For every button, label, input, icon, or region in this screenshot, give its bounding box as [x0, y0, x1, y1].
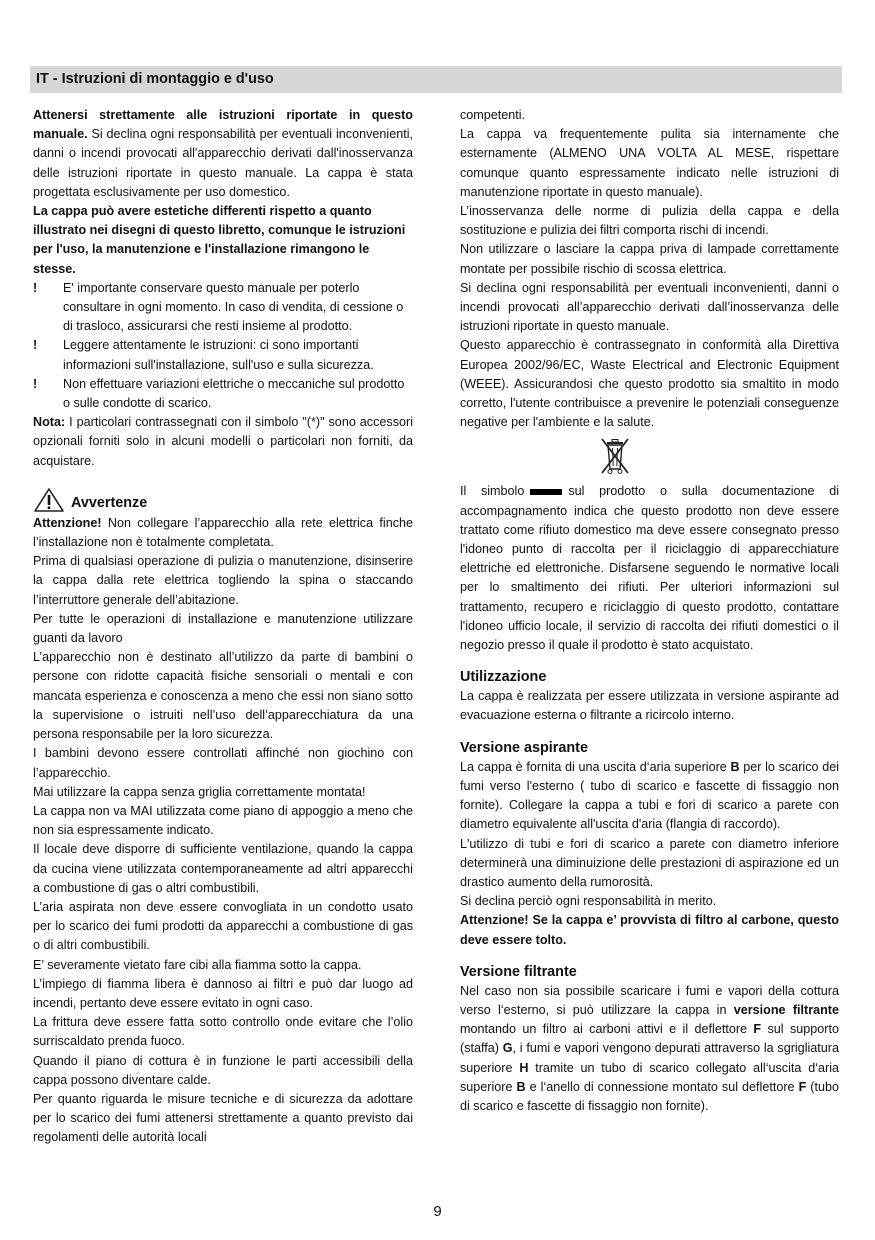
bullet-item — [33, 336, 413, 374]
aspirante-text: per lo scarico dei fumi verso l'esterno ( tubo di scarico e fascette di fissaggio non fornite). Collegare la cappa a tubi e fori di scarico a parete con diametro equivalente all'uscita d'aria (flangia di raccordo). — [460, 759, 839, 832]
utilizzazione-paragraph: La cappa è realizzata per essere utilizzata in versione aspirante ad evacuazione esterna o filtrante a ricircolo interno. — [460, 689, 839, 723]
bullet-text: E' importante conservare questo manuale per poterlo consultare in ogni momento. In caso di vendita, di cessione o di trasloco, assicurarsi che resti insieme al prodotto. — [63, 280, 404, 334]
warning-paragraph: L’apparecchio non è destinato all’utilizzo da parte di bambini o persone con ridotte capacità fisiche sensoriali o mentali e con mancata esperienza e conoscenza a meno che essi non siano sotto la supervisione o istruiti nell’uso dell’apparecchiatura da una persona responsabile per la loro sicurezza. — [33, 650, 413, 742]
warning-heading-text: Avvertenze — [71, 494, 148, 511]
aspirante-paragraph: L'utilizzo di tubi e fori di scarico a parete con diametro inferiore determinerà una diminuizione delle prestazioni di aspirazione ed un drastico aumento della rumorosità. — [460, 836, 839, 889]
utilizzazione-heading: Utilizzazione — [460, 669, 547, 686]
warning-paragraph: Prima di qualsiasi operazione di pulizia o manutenzione, disinserire la cappa dalla rete elettrica togliendo la spina o staccando l’interruttore generale dell’abitazione. — [33, 554, 413, 607]
symbol-text: sul prodotto o sulla documentazione di accompagnamento indica che questo prodotto non deve essere trattato come rifiuto domestico ma deve essere consegnato presso l'idoneo punto di raccolta per il riciclaggio di apparecchiature elettriche ed elettroniche. Disfarsene seguendo le normative locali per lo smaltimento dei rifiuti. Per ulteriori informazioni sul trattamento, recupero e riciclaggio di questo prodotto, contattare l'idoneo ufficio locale, il servizio di raccolta dei rifiuti domestici o il negozio presso il quale il prodotto è stato acquistato. — [460, 484, 839, 653]
warning-paragraph: La cappa non va MAI utilizzata come piano di appoggio a meno che non sia espressamente indicato. — [33, 803, 413, 838]
filtrante-heading: Versione filtrante — [460, 963, 577, 980]
crossed-bin-icon — [598, 436, 632, 476]
notice-paragraph: La cappa può avere estetiche differenti rispetto a quanto illustrato nei disegni di questo libretto, comunque le istruzioni per l'uso, la manutenzione e l'installazione rimangono le stesse. — [33, 204, 406, 276]
warning-triangle-icon — [33, 487, 65, 513]
bullet-mark: ! — [33, 338, 38, 353]
nota-label: Nota: — [33, 415, 66, 430]
intro-paragraph — [33, 106, 413, 202]
weee-symbol-wrap — [460, 432, 839, 482]
aspirante-label-b: B — [730, 759, 740, 774]
symbol-paragraph — [460, 482, 839, 655]
filtrante-bold: versione filtrante — [733, 1002, 839, 1017]
filtrante-bold: F — [798, 1079, 807, 1094]
bullet-item — [33, 279, 413, 337]
liability-paragraph: Si declina ogni responsabilità per eventuali inconvenienti, danni o incendi provocati all’apparecchio derivati dall’inosservanza delle istruzioni riportate in questo manuale. — [460, 280, 839, 334]
warning-paragraph: La frittura deve essere fatta sotto controllo onde evitare che l’olio surriscaldato prenda fuoco. — [33, 1015, 413, 1049]
nota-text: I particolari contrassegnati con il simbolo "(*)" sono accessori opzionali forniti solo in alcuni modelli o particolari non forniti, da acquistare. — [33, 415, 413, 468]
warning-paragraph: Quando il piano di cottura è in funzione le parti accessibili della cappa possono diventare calde. — [33, 1053, 413, 1087]
filtrante-text: montando un filtro ai carboni attivi e il deflettore — [460, 1022, 754, 1037]
aspirante-heading: Versione aspirante — [460, 739, 588, 756]
filtrante-text: (tubo di scarico e fascette di fissaggio non fornite). — [460, 1079, 839, 1113]
inosservanza-paragraph: L’inosservanza delle norme di pulizia della cappa e della sostituzione e pulizia dei filtri comporta rischi di incendi. — [460, 204, 839, 238]
section-title: IT - Istruzioni di montaggio e d'uso — [36, 71, 274, 87]
page-number: 9 — [433, 1203, 442, 1220]
bullet-text: Non effettuare variazioni elettriche o meccaniche sul prodotto o sulle condotte di scarico. — [63, 376, 405, 411]
warning-paragraph: E’ severamente vietato fare cibi alla fiamma sotto la cappa. — [33, 957, 362, 972]
weee-paragraph: Questo apparecchio è contrassegnato in conformità alla Direttiva Europea 2002/96/EC, Waste Electrical and Electronic Equipment (WEEE). Assicurandosi che questo prodotto sia smaltito in modo corretto, l'utente contribuisce a prevenire le potenziali conseguenze negative per l'ambiente e la salute. — [460, 338, 839, 430]
intro-rest: Si declina ogni responsabilità per eventuali inconvenienti, danni o incendi provocati all'apparecchio derivati dall'inosservanza delle istruzioni riportate in questo manuale. La cappa è stata progettata esclusivamente per uso domestico. — [33, 127, 413, 199]
attention-label: Attenzione! — [33, 515, 102, 530]
filtrante-text: , i fumi e vapori vengono depurati attraverso la sgrigliatura superiore — [460, 1041, 839, 1075]
section-header-bar — [30, 66, 842, 93]
warning-paragraph: Per quanto riguarda le misure tecniche e di sicurezza da adottare per lo scarico dei fumi attenersi strettamente a quanto previsto dai regolamenti delle autorità locali — [33, 1091, 413, 1145]
warning-paragraph: L’impiego di fiamma libera è dannoso ai filtri e può dar luogo ad incendi, pertanto deve essere evitato in ogni caso. — [33, 976, 413, 1010]
filtrante-paragraph — [460, 982, 839, 1116]
attention-paragraph — [33, 514, 413, 552]
aspirante-paragraph: Si declina perciò ogni responsabilità in merito. — [460, 894, 717, 909]
filtrante-text: tramite un tubo di scarico collegato all‘uscita d‘aria superiore — [460, 1060, 839, 1094]
aspirante-paragraph — [460, 758, 839, 835]
warning-paragraph: Mai utilizzare la cappa senza griglia correttamente montata! — [33, 784, 366, 799]
filtrante-bold: F — [753, 1022, 762, 1037]
filtrante-text: sul supporto (staffa) — [460, 1022, 839, 1056]
attention-text: Non collegare l’apparecchio alla rete elettrica finche l’installazione non è totalmente completata. — [33, 515, 413, 550]
bullet-mark: ! — [33, 376, 38, 391]
warning-paragraph: I bambini devono essere controllati affinché non giochino con l’apparecchio. — [33, 746, 413, 780]
filtrante-bold: B — [516, 1079, 526, 1094]
intro-bold: Attenersi strettamente alle istruzioni riportate in questo manuale. — [33, 108, 413, 142]
bullet-item — [33, 375, 413, 413]
warning-paragraph: Per tutte le operazioni di installazione e manutenzione utilizzare guanti da lavoro — [33, 611, 413, 646]
right-column — [460, 106, 839, 1116]
symbol-prefix: Il simbolo — [460, 484, 525, 499]
filtrante-bold: G — [502, 1041, 513, 1056]
bullet-mark: ! — [33, 280, 38, 295]
lamps-paragraph: Non utilizzare o lasciare la cappa priva di lampade correttamente montate per possibile rischio di scossa elettrica. — [460, 242, 839, 276]
competenti-paragraph: competenti. — [460, 108, 526, 122]
warning-heading — [33, 487, 413, 513]
warning-paragraph: L’aria aspirata non deve essere convogliata in un condotto usato per lo scarico dei fumi prodotti da apparecchi a combustione di gas o di altri combustibili. — [33, 899, 413, 953]
symbol-bar-icon — [530, 489, 562, 495]
warning-paragraph: Il locale deve disporre di sufficiente ventilazione, quando la cappa da cucina viene utilizzata contemporaneamente ad altri apparecchi a combustione di gas o altri combustibili. — [33, 842, 413, 895]
nota-paragraph — [33, 413, 413, 471]
bullet-text: Leggere attentamente le istruzioni: ci sono importanti informazioni sull'installazione, sull'uso e sulla sicurezza. — [63, 338, 374, 372]
left-column — [33, 106, 413, 1148]
aspirante-attention: Attenzione! Se la cappa e’ provvista di filtro al carbone, questo deve essere tolto. — [460, 913, 839, 947]
filtrante-text: e l‘anello di connessione montato sul deflettore — [525, 1079, 799, 1094]
cleaning-paragraph: La cappa va frequentemente pulita sia internamente che esternamente (ALMENO UNA VOLTA AL MESE, rispettare comunque quanto espressamente indicato nelle istruzioni di manutenzione riportate in questo manuale). — [460, 127, 839, 199]
filtrante-text: Nel caso non sia possibile scaricare i fumi e vapori della cottura verso l‘esterno, si può utilizzare la cappa in — [460, 983, 839, 1017]
aspirante-text: La cappa è fornita di una uscita d‘aria superiore — [460, 759, 731, 774]
filtrante-bold: H — [519, 1060, 529, 1075]
